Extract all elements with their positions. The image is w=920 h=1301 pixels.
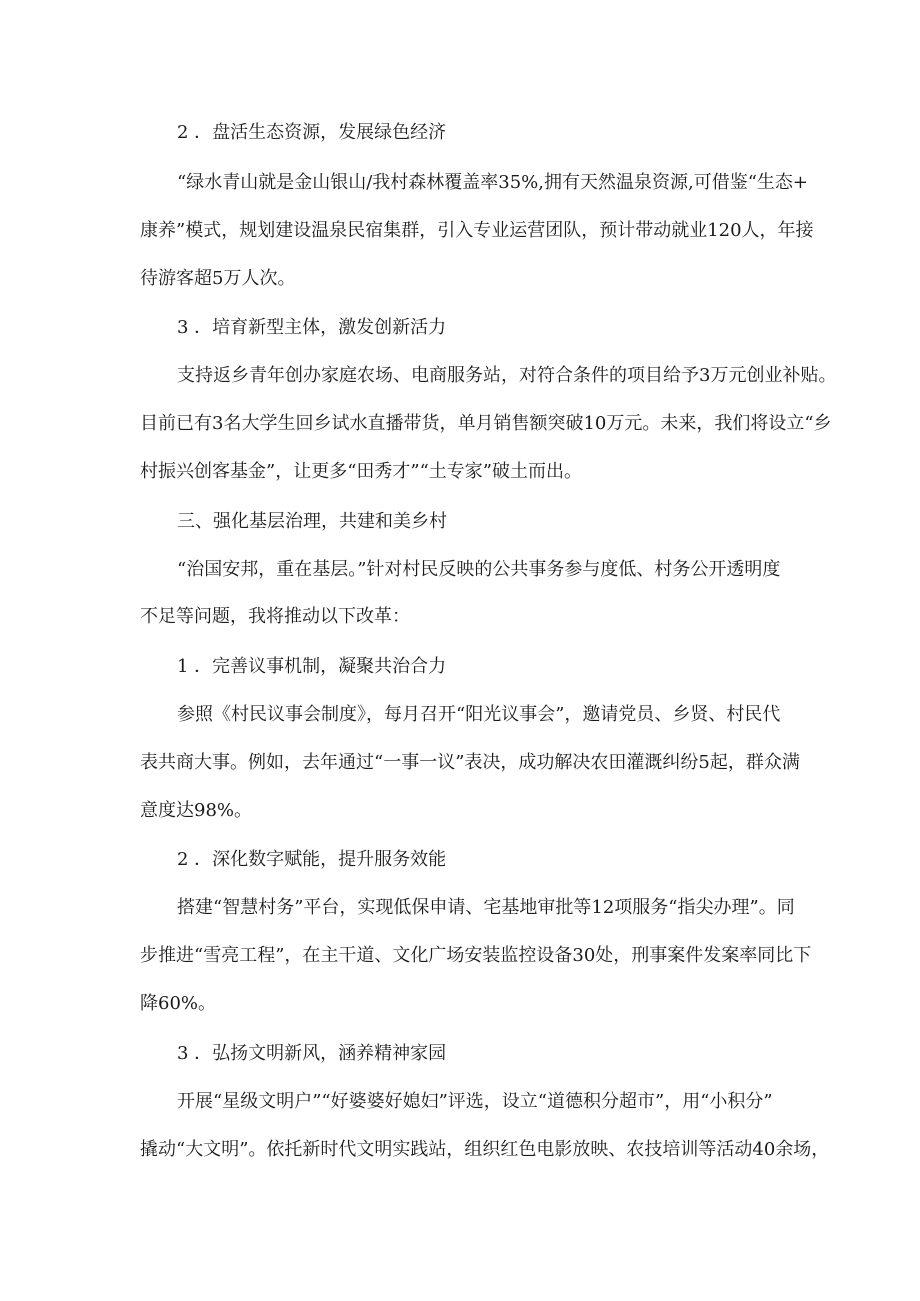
section-heading: 三、强化基层治理，共建和美乡村 — [177, 511, 447, 532]
paragraph-line: 开展“星级文明户”“好婆婆好媳妇”评选，设立“道德积分超市”，用“小积分” — [177, 1091, 773, 1112]
section-heading: 3 ．弘扬文明新风，涵养精神家园 — [177, 1043, 447, 1064]
paragraph-line: 不足等问题，我将推动以下改革： — [140, 606, 410, 627]
paragraph-line: 村振兴创客基金”，让更多“田秀才”“土专家”破土而出。 — [140, 461, 583, 482]
paragraph-line: 撬动“大文明”。依托新时代文明实践站，组织红色电影放映、农技培训等活动40余场， — [140, 1139, 830, 1160]
paragraph-line: “治国安邦，重在基层。”针对村民反映的公共事务参与度低、村务公开透明度 — [177, 559, 781, 580]
section-heading: 3 ．培育新型主体，激发创新活力 — [177, 317, 447, 338]
section-heading: 2 ．深化数字赋能，提升服务效能 — [177, 849, 447, 870]
paragraph-line: 表共商大事。例如，去年通过“一事一议”表决，成功解决农田灌溉纠纷5起，群众满 — [140, 752, 800, 773]
paragraph-line: 康养”模式，规划建设温泉民宿集群，引入专业运营团队，预计带动就业120人，年接 — [140, 220, 814, 241]
section-heading: 2 ．盘活生态资源，发展绿色经济 — [177, 122, 447, 143]
paragraph-line: 支持返乡青年创办家庭农场、电商服务站，对符合条件的项目给予3万元创业补贴。 — [177, 365, 837, 386]
paragraph-line: 降60%。 — [140, 993, 217, 1014]
paragraph-line: 参照《村民议事会制度》，每月召开“阳光议事会”，邀请党员、乡贤、村民代 — [177, 704, 781, 725]
paragraph-line: 待游客超5万人次。 — [140, 268, 296, 289]
paragraph-line: 目前已有3名大学生回乡试水直播带货，单月销售额突破10万元。未来，我们将设立“乡 — [140, 413, 832, 434]
paragraph-line: “绿水青山就是金山银山/我村森林覆盖率35%,拥有天然温泉资源,可借鉴“生态+ — [177, 172, 808, 193]
section-heading: 1 ．完善议事机制，凝聚共治合力 — [177, 656, 447, 677]
paragraph-line: 搭建“智慧村务”平台，实现低保申请、宅基地审批等12项服务“指尖办理”。同 — [177, 897, 795, 918]
paragraph-line: 意度达98%。 — [140, 800, 253, 821]
paragraph-line: 步推进“雪亮工程”，在主干道、文化广场安装监控设备30处，刑事案件发案率同比下 — [140, 945, 812, 966]
